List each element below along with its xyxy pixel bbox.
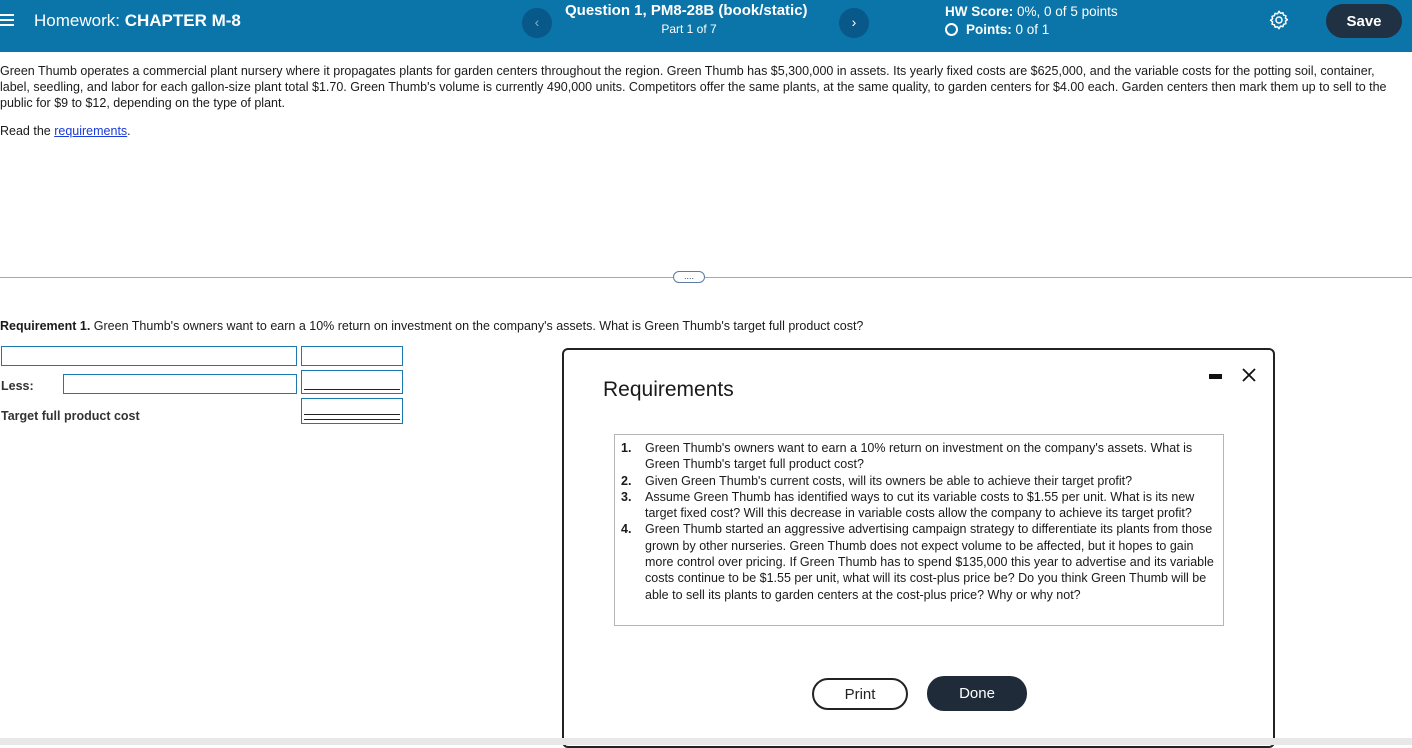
requirements-list [614,434,1224,626]
previous-question-button[interactable]: ‹ [522,8,552,38]
next-question-button[interactable]: › [839,8,869,38]
problem-statement: Green Thumb operates a commercial plant nursery where it propagates plants for garden centers throughout the region. Green Thumb has $5,300,000 in assets. Its yearly fixed costs are $625,000, and the variable costs for the potting soil, container, label, seedling, and labor for each gallon-size plant total $1.70. Green Thumb's volume is currently 490,000 units. Competitors offer the same plants, at the same quality, to garden centers for $4.00 each. Garden centers then mark them up to sell to the public for $9 to $12, depending on the type of plant. [0,64,1387,110]
requirement-1-prompt: Requirement 1. Green Thumb's owners want to earn a 10% return on investment on the company's assets. What is Green Thumb's target full product cost? [0,319,864,333]
question-part: Part 1 of 7 [661,22,717,36]
row2-amount-input[interactable] [301,370,403,394]
top-header [0,0,1412,52]
gear-icon[interactable] [1268,9,1290,31]
row1-amount-input[interactable] [301,346,403,366]
less-label: Less: [1,379,34,393]
points-status: Points: 0 of 1 [945,22,1049,37]
list-item: 3. Assume Green Thumb has identified ways to cut its variable costs to $1.55 per unit. What is its new target fixed cost? Will this decrease in variable costs allow the company to achieve its target profit? [621,489,1195,521]
menu-icon[interactable] [0,14,14,27]
row1-label-input[interactable] [1,346,297,366]
done-button[interactable]: Done [927,676,1027,711]
row2-label-input[interactable] [63,374,297,394]
list-item: 1. Green Thumb's owners want to earn a 10% return on investment on the company's assets. What is Green Thumb's target full product cost? [621,441,1193,472]
incomplete-circle-icon [945,23,958,36]
minimize-icon[interactable] [1209,374,1222,379]
requirements-dialog [562,348,1275,748]
save-button[interactable]: Save [1326,4,1402,38]
list-item: 2. Given Green Thumb's current costs, will its owners be able to achieve their target profit? [621,473,1133,488]
dialog-title: Requirements [603,378,734,401]
requirements-link[interactable]: requirements [54,124,128,138]
section-divider [0,277,1412,278]
question-title: Question 1, PM8-28B (book/static) [565,2,808,19]
read-requirements: Read the requirements. [0,124,131,138]
hw-score: HW Score: 0%, 0 of 5 points [945,4,1118,19]
expand-more-button[interactable]: .... [673,271,705,283]
bottom-bar [0,738,1412,745]
close-icon[interactable] [1240,366,1258,384]
print-button[interactable]: Print [812,678,908,710]
list-item: 4. Green Thumb started an aggressive advertising campaign strategy to differentiate its plants from those grown by other nurseries. Green Thumb does not expect volume to be affected, but it hopes to gain more control over pricing. If Green Thumb has to spend $135,000 this year to advertise and its variable costs continue to be $1.55 per unit, what will its cost-plus price be? Do you think Green Thumb will be able to sell its plants to garden centers at the cost-plus price? Why or why not? [621,522,1214,602]
target-full-product-cost-label: Target full product cost [1,409,140,423]
target-cost-amount-input[interactable] [301,398,403,424]
homework-title: Homework: CHAPTER M-8 [34,11,241,30]
